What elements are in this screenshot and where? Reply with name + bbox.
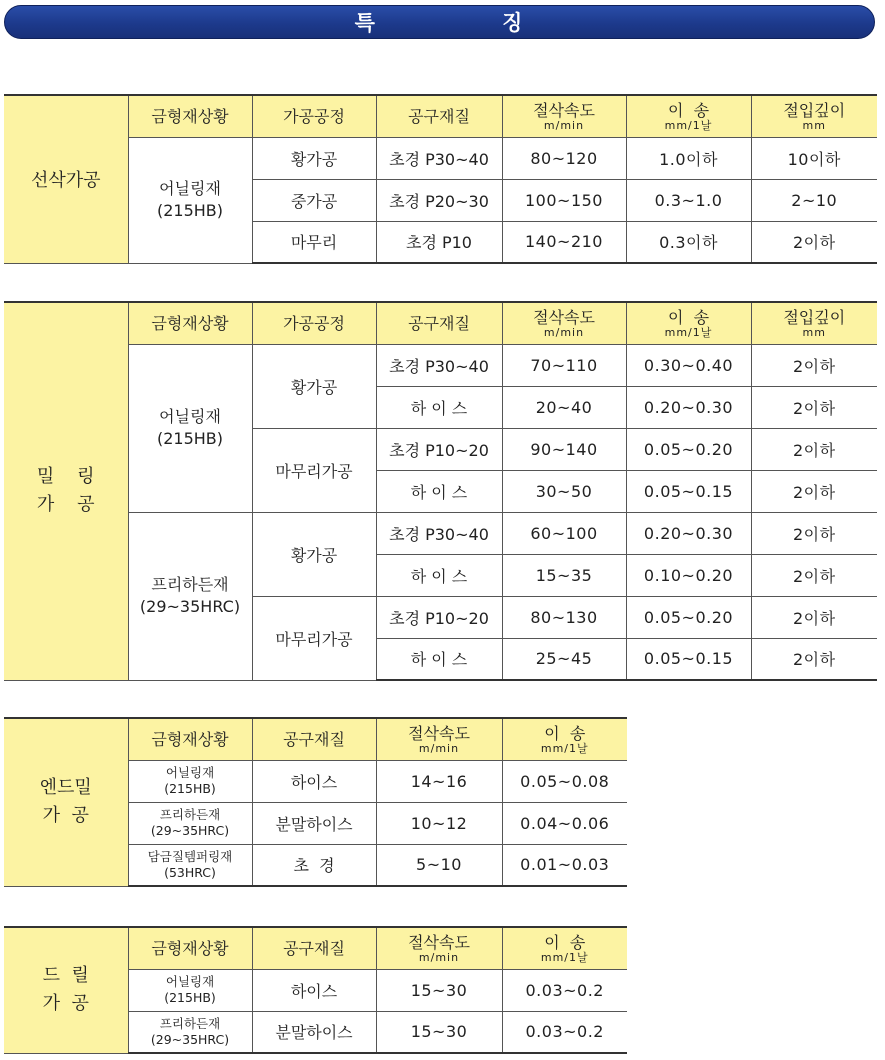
- depth-cell: 10이하: [751, 137, 877, 179]
- feed-cell: 0.3~1.0: [626, 179, 751, 221]
- depth-cell: 2이하: [751, 344, 877, 386]
- tool-cell: 분말하이스: [252, 1011, 376, 1053]
- process-cell: 마무리가공: [252, 596, 376, 680]
- tool-cell: 초경 P30~40: [376, 344, 502, 386]
- material-cell: 프리하든재 (29~35HRC): [128, 1011, 252, 1053]
- header-cutting-speed: 절삭속도 m/min: [502, 95, 626, 137]
- header-depth-of-cut: 절입깊이 mm: [751, 95, 877, 137]
- speed-cell: 14~16: [376, 760, 502, 802]
- feed-cell: 0.01~0.03: [502, 844, 627, 886]
- tool-cell: 초경 P10: [376, 221, 502, 263]
- speed-cell: 60~100: [502, 512, 626, 554]
- speed-cell: 70~110: [502, 344, 626, 386]
- endmill-category: 엔드밀 가 공: [4, 718, 128, 886]
- tool-cell: 하이스: [252, 969, 376, 1011]
- header-material-condition: 금형재상황: [128, 302, 252, 344]
- tool-cell: 하이스: [252, 760, 376, 802]
- tool-cell: 하 이 스: [376, 470, 502, 512]
- process-cell: 황가공: [252, 137, 376, 179]
- process-cell: 중가공: [252, 179, 376, 221]
- depth-cell: 2이하: [751, 512, 877, 554]
- speed-cell: 20~40: [502, 386, 626, 428]
- page-title: 특 징: [354, 11, 525, 35]
- material-cell: 어닐링재 (215HB): [128, 969, 252, 1011]
- speed-cell: 80~120: [502, 137, 626, 179]
- speed-cell: 5~10: [376, 844, 502, 886]
- speed-cell: 25~45: [502, 638, 626, 680]
- feed-cell: 0.20~0.30: [626, 386, 751, 428]
- speed-cell: 15~35: [502, 554, 626, 596]
- tool-cell: 초경 P20~30: [376, 179, 502, 221]
- turning-category: 선삭가공: [4, 95, 128, 263]
- header-process: 가공공정: [252, 302, 376, 344]
- header-depth-of-cut: 절입깊이 mm: [751, 302, 877, 344]
- material-cell: 어닐링재 (215HB): [128, 760, 252, 802]
- feed-cell: 0.05~0.20: [626, 428, 751, 470]
- drilling-table: [4, 926, 627, 1054]
- tool-cell: 분말하이스: [252, 802, 376, 844]
- depth-cell: 2~10: [751, 179, 877, 221]
- header-feed: 이 송 mm/1날: [502, 718, 627, 760]
- depth-cell: 2이하: [751, 554, 877, 596]
- feed-cell: 0.30~0.40: [626, 344, 751, 386]
- milling-table: [4, 301, 877, 681]
- speed-cell: 90~140: [502, 428, 626, 470]
- header-material-condition: 금형재상황: [128, 927, 252, 969]
- feed-cell: 0.05~0.08: [502, 760, 627, 802]
- header-tool-material: 공구재질: [252, 718, 376, 760]
- tool-cell: 초경 P30~40: [376, 512, 502, 554]
- feed-cell: 0.03~0.2: [502, 969, 627, 1011]
- feed-cell: 0.05~0.15: [626, 638, 751, 680]
- feed-cell: 0.10~0.20: [626, 554, 751, 596]
- speed-cell: 10~12: [376, 802, 502, 844]
- feed-cell: 0.04~0.06: [502, 802, 627, 844]
- milling-material: 프리하든재 (29~35HRC): [128, 512, 252, 680]
- depth-cell: 2이하: [751, 596, 877, 638]
- tool-cell: 하 이 스: [376, 386, 502, 428]
- speed-cell: 100~150: [502, 179, 626, 221]
- speed-cell: 30~50: [502, 470, 626, 512]
- speed-cell: 15~30: [376, 1011, 502, 1053]
- milling-category: 밀 링 가 공: [4, 302, 128, 680]
- speed-cell: 80~130: [502, 596, 626, 638]
- process-cell: 황가공: [252, 344, 376, 428]
- tool-cell: 하 이 스: [376, 638, 502, 680]
- header-tool-material: 공구재질: [252, 927, 376, 969]
- header-feed: 이 송 mm/1날: [626, 95, 751, 137]
- header-tool-material: 공구재질: [376, 302, 502, 344]
- turning-table: [4, 94, 877, 264]
- depth-cell: 2이하: [751, 221, 877, 263]
- depth-cell: 2이하: [751, 638, 877, 680]
- endmill-table: [4, 717, 627, 887]
- depth-cell: 2이하: [751, 470, 877, 512]
- feed-cell: 0.03~0.2: [502, 1011, 627, 1053]
- header-material-condition: 금형재상황: [128, 95, 252, 137]
- tool-cell: 초경 P30~40: [376, 137, 502, 179]
- turning-material: 어닐링재 (215HB): [128, 137, 252, 263]
- header-process: 가공공정: [252, 95, 376, 137]
- feed-cell: 0.05~0.15: [626, 470, 751, 512]
- speed-cell: 15~30: [376, 969, 502, 1011]
- depth-cell: 2이하: [751, 386, 877, 428]
- milling-material: 어닐링재 (215HB): [128, 344, 252, 512]
- header-tool-material: 공구재질: [376, 95, 502, 137]
- material-cell: 담금질템퍼링재 (53HRC): [128, 844, 252, 886]
- speed-cell: 140~210: [502, 221, 626, 263]
- feed-cell: 0.20~0.30: [626, 512, 751, 554]
- tool-cell: 초 경: [252, 844, 376, 886]
- feed-cell: 1.0이하: [626, 137, 751, 179]
- tool-cell: 초경 P10~20: [376, 596, 502, 638]
- tool-cell: 하 이 스: [376, 554, 502, 596]
- process-cell: 황가공: [252, 512, 376, 596]
- header-feed: 이 송 mm/1날: [502, 927, 627, 969]
- drilling-category: 드 릴 가 공: [4, 927, 128, 1053]
- header-feed: 이 송 mm/1날: [626, 302, 751, 344]
- header-cutting-speed: 절삭속도 m/min: [376, 718, 502, 760]
- header-cutting-speed: 절삭속도 m/min: [376, 927, 502, 969]
- tool-cell: 초경 P10~20: [376, 428, 502, 470]
- header-cutting-speed: 절삭속도 m/min: [502, 302, 626, 344]
- title-banner: [4, 5, 875, 39]
- depth-cell: 2이하: [751, 428, 877, 470]
- header-material-condition: 금형재상황: [128, 718, 252, 760]
- material-cell: 프리하든재 (29~35HRC): [128, 802, 252, 844]
- feed-cell: 0.05~0.20: [626, 596, 751, 638]
- process-cell: 마무리: [252, 221, 376, 263]
- process-cell: 마무리가공: [252, 428, 376, 512]
- feed-cell: 0.3이하: [626, 221, 751, 263]
